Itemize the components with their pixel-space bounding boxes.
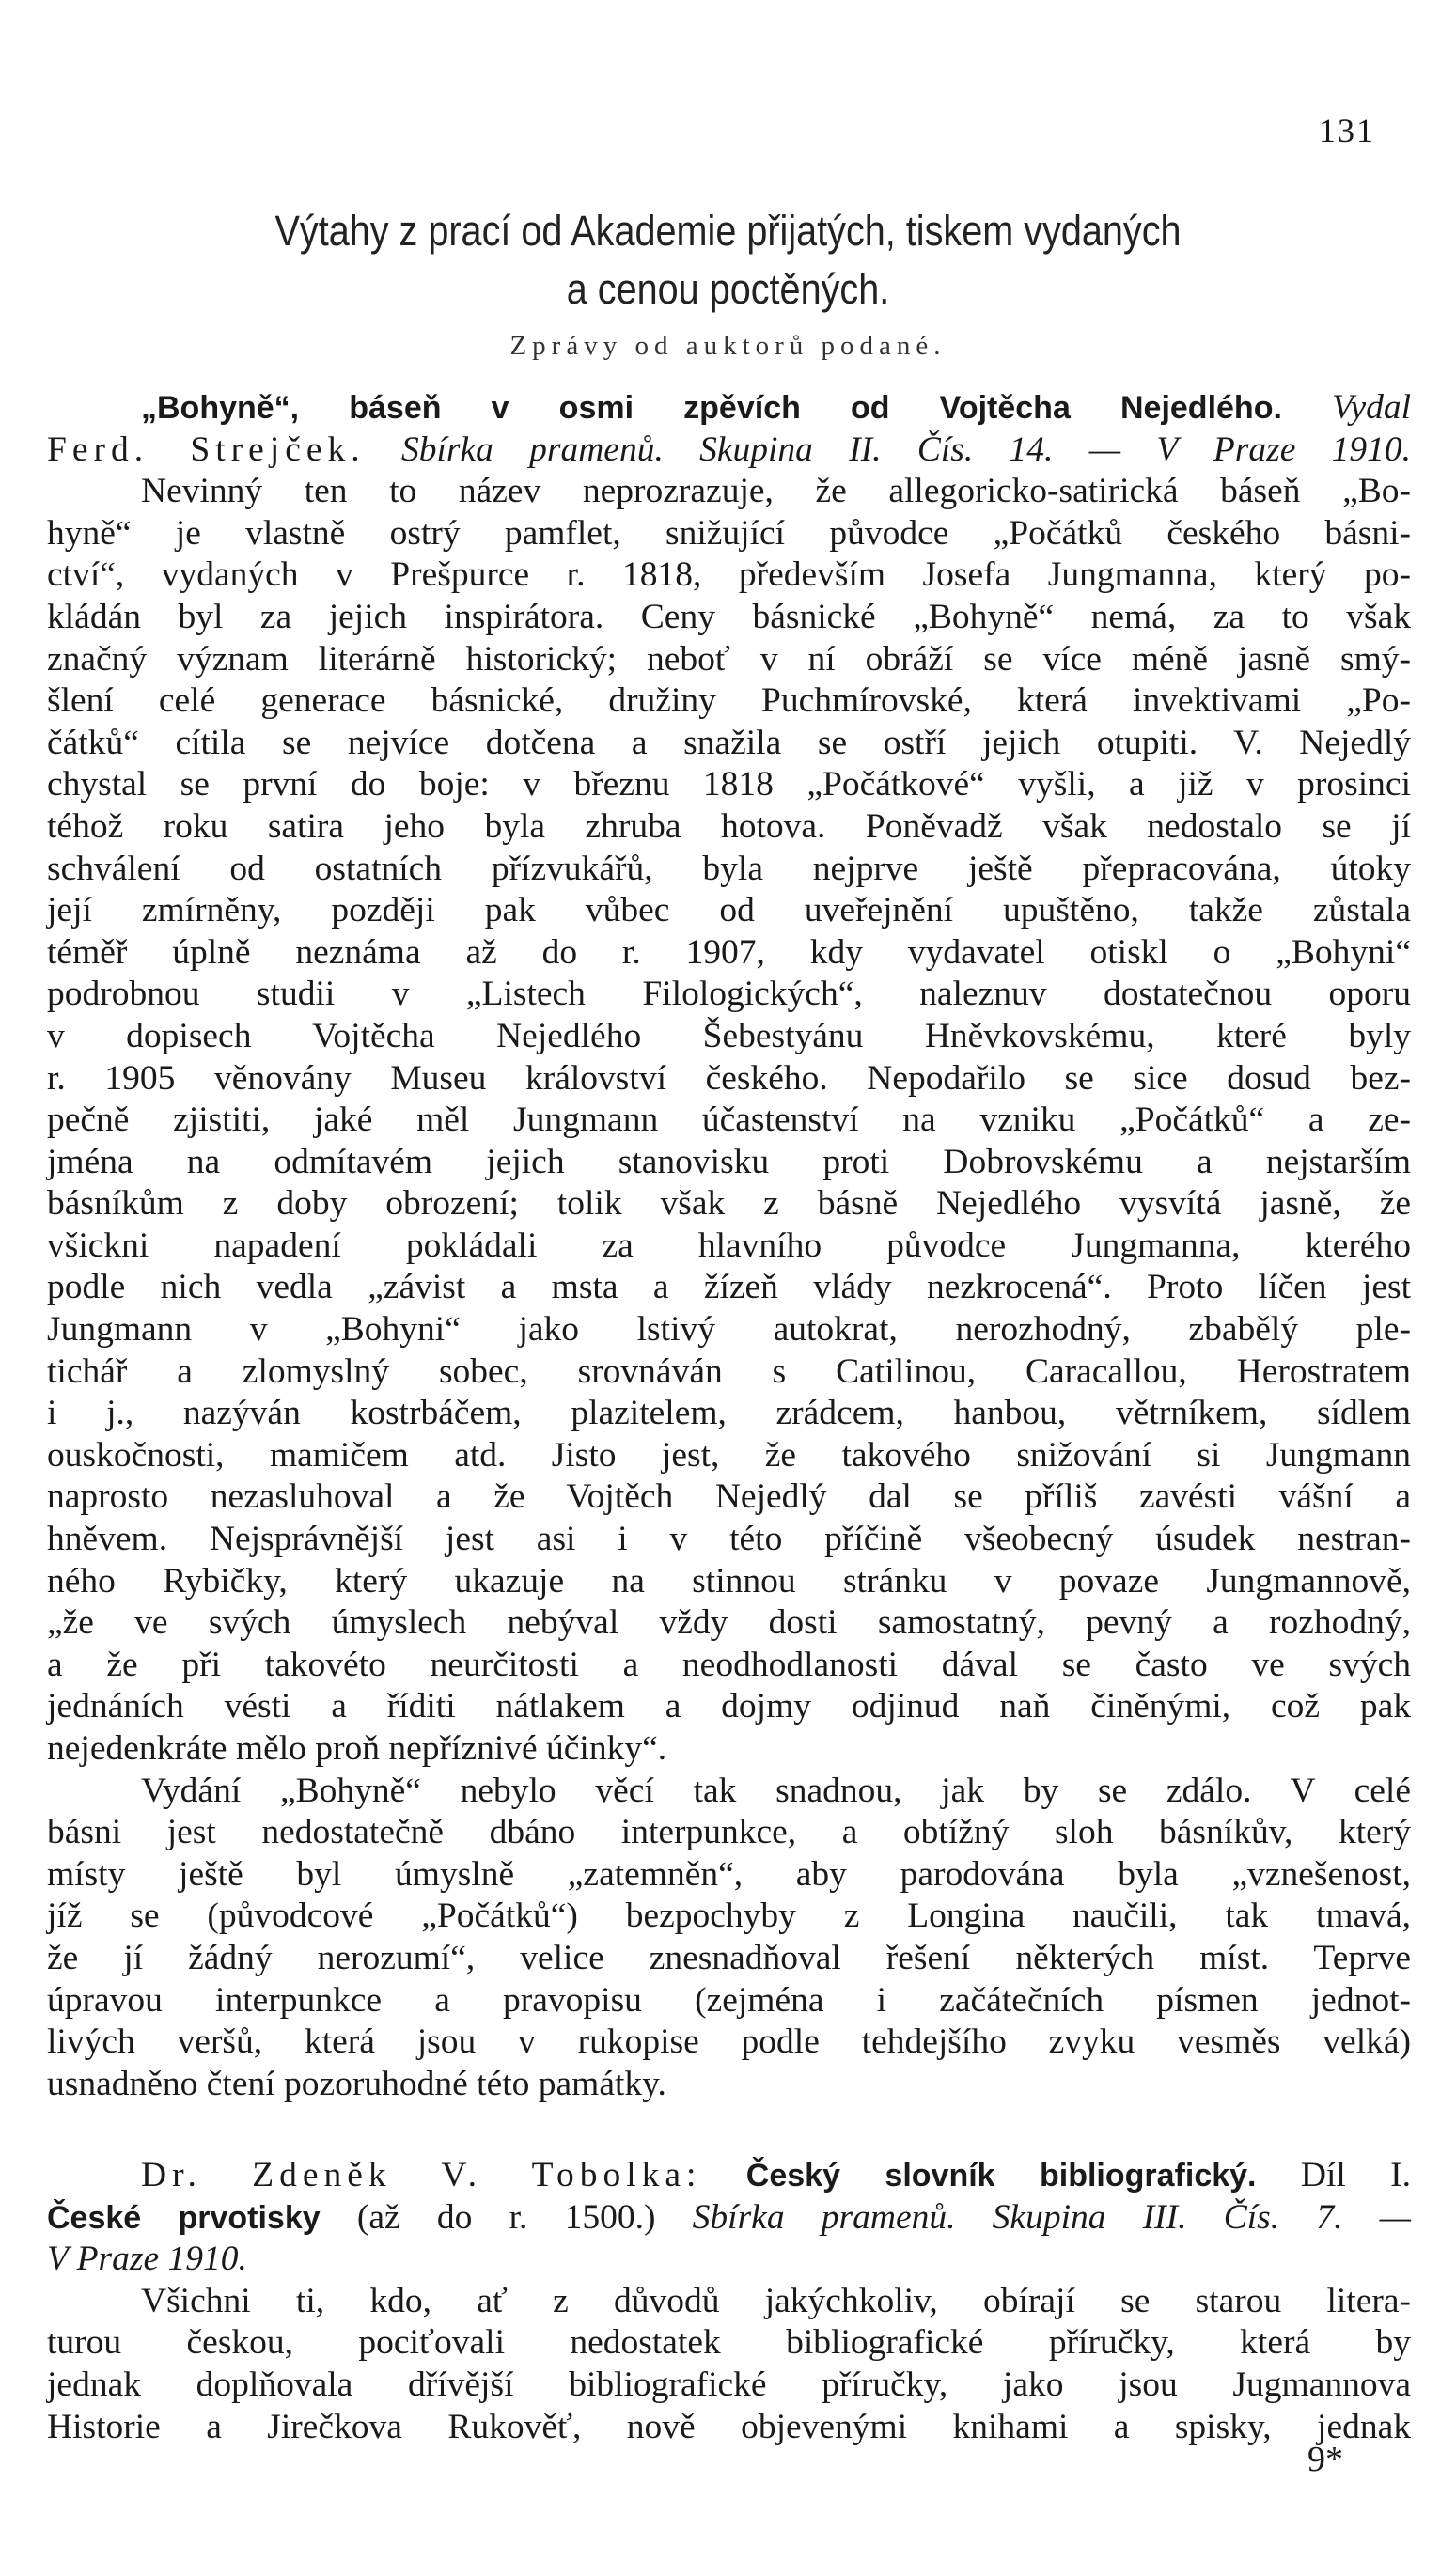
text-line: tichář a zlomyslný sobec, srovnáván s Catilinou, Caracallou, Herostratem: [47, 1351, 1411, 1391]
text-line: ctví“, vydaných v Prešpurce r. 1818, především Josefa Jungmanna, který po-: [47, 555, 1411, 595]
page-subtitle: Zprávy od auktorů podané.: [509, 331, 947, 361]
text-line: podrobnou studii v „Listech Filologických“, naleznuv dostatečnou oporu: [47, 975, 1411, 1014]
text-line: Historie a Jirečkova Rukověť, nově objevenými knihami a spisky, jednak: [47, 2407, 1411, 2446]
review2-author: Dr. Zdeněk V. Tobolka:: [141, 2156, 702, 2194]
text-line: téměř úplně neznáma až do r. 1907, kdy vydavatel otiskl o „Bohyni“: [47, 932, 1411, 972]
text-line: chystal se první do boje: v březnu 1818 „Počátkové“ vyšli, a již v prosinci: [47, 765, 1411, 804]
text-line: jména na odmítavém jejich stanovisku proti Dobrovskému a nejstarším: [47, 1142, 1411, 1181]
text-line: kládán byl za jejich inspirátora. Ceny básnické „Bohyně“ nemá, za to však: [47, 597, 1411, 636]
text-line: r. 1905 věnovány Museu království českého. Nepodařilo se sice dosud bez-: [47, 1058, 1411, 1098]
text-line: básni jest nedostatečně dbáno interpunkce, a obtížný sloh básníkův, který: [47, 1813, 1411, 1852]
review1-heading-line2: [47, 429, 1411, 472]
text-line: jíž se (původcové „Počátků“) bezpochyby z Longina naučili, tak tmavá,: [47, 1897, 1411, 1936]
text-line: hněvem. Nejsprávnější jest asi i v této příčině všeobecný úsudek nestran-: [47, 1520, 1411, 1559]
text-line: jednak doplňovala dřívější bibliografické příručky, jako jsou Jugmannova: [47, 2365, 1411, 2404]
text-line: že jí žádný nerozumí“, velice znesnadňoval řešení některých míst. Teprve: [47, 1938, 1411, 1977]
text-line: všickni napadení pokládali za hlavního původce Jungmanna, kterého: [47, 1226, 1411, 1265]
title-line-1: Výtahy z prací od Akademie přijatých, tiskem vydaných: [274, 207, 1182, 255]
text-line: místy ještě byl úmyslně „zatemněn“, aby parodována byla „vznešenost,: [47, 1854, 1411, 1894]
review1-series: Sbírka pramenů. Skupina II. Čís. 14. — V Praze 1910.: [400, 429, 1411, 469]
review1-editor: Ferd. Strejček.: [47, 429, 366, 469]
text-line: i j., nazýván kostrbáčem, plazitelem, zrádcem, hanbou, větrníkem, sídlem: [47, 1394, 1411, 1433]
text-line: podle nich vedla „závist a msta a žízeň vlády nezkrocená“. Proto líčen jest: [47, 1268, 1411, 1307]
text-line: hyně“ je vlastně ostrý pamflet, snižující původce „Počátků českého básni-: [47, 513, 1411, 553]
review2-heading: [47, 2155, 1411, 2197]
text-line: značný význam literárně historický; neboť v ní obráží se více méně jasně smý-: [47, 639, 1411, 679]
text-line: ného Rybičky, který ukazuje na stinnou stránku v povaze Jungmannově,: [47, 1561, 1411, 1600]
text-line: její zmírněny, později pak vůbec od uveřejnění upuštěno, takže zůstala: [47, 891, 1411, 930]
text-line: a že při takovéto neurčitosti a neodhodlanosti dával se často ve svých: [47, 1645, 1411, 1684]
review1-paragraph-2: [47, 1771, 1411, 2106]
text-line: čátků“ cítila se nejvíce dotčena a snažila se ostří jejich otupiti. V. Nejedlý: [47, 723, 1411, 762]
review2-paragraph-1: [47, 2281, 1411, 2448]
text-line: ouskočnosti, mamičem atd. Jisto jest, že takového snižování si Jungmann: [47, 1435, 1411, 1475]
review1-heading-publisher: Vydal: [1331, 388, 1412, 427]
text-line: Vydání „Bohyně“ nebylo věcí tak snadnou, jak by se zdálo. V celé: [141, 1771, 1411, 1810]
text-line: Všichni ti, kdo, ať z důvodů jakýchkoliv, obírají se starou litera-: [141, 2281, 1411, 2320]
text-line: livých veršů, která jsou v rukopise podle tehdejšího zvyku vesměs velká): [47, 2022, 1411, 2062]
review1-heading: [47, 387, 1411, 429]
review1-heading-bold: „Bohyně“, báseň v osmi zpěvích od Vojtěcha Nejedlého.: [141, 390, 1282, 426]
text-line: „že ve svých úmyslech nebýval vždy dosti samostatný, pevný a rozhodný,: [47, 1603, 1411, 1643]
text-line: úpravou interpunkce a pravopisu (zejména i začátečních písmen jednot-: [47, 1980, 1411, 2020]
text-line: básníkům z doby obrození; tolik však z básně Nejedlého vysvítá jasně, že: [47, 1184, 1411, 1224]
review2-part: Díl I.: [1300, 2156, 1411, 2194]
text-line: jednáních vésti a říditi nátlakem a dojmy odjinud naň činěnými, což pak: [47, 1687, 1411, 1726]
review-bohyne: [47, 387, 1411, 2105]
text-line: v dopisech Vojtěcha Nejedlého Šebestyánu Hněvkovskému, které byly: [47, 1016, 1411, 1055]
review2-heading-line2: [47, 2197, 1411, 2240]
text-line: nejedenkráte mělo proň nepříznivé účinky“.: [47, 1729, 667, 1768]
review2-series: Sbírka pramenů. Skupina III. Čís. 7. —: [692, 2197, 1412, 2237]
review1-paragraph-1: [47, 471, 1411, 1770]
review2-heading-line3: [47, 2239, 1411, 2281]
page-number: 131: [1319, 112, 1375, 149]
review2-subtitle: České prvotisky: [47, 2199, 321, 2236]
text-line: usnadněno čtení pozoruhodné této památky.: [47, 2064, 666, 2103]
text-line: Jungmann v „Bohyni“ jako lstivý autokrat, nerozhodný, zbabělý ple-: [47, 1310, 1411, 1350]
text-line: turou českou, pociťovali nedostatek bibliografické příručky, která by: [47, 2323, 1411, 2363]
review2-range: (až do r. 1500.): [356, 2197, 656, 2237]
text-line: Nevinný ten to název neprozrazuje, že allegoricko-satirická báseň „Bo-: [141, 472, 1411, 511]
page-title: [137, 202, 1320, 319]
signature-mark: 9*: [1307, 2440, 1343, 2479]
text-line: schválení od ostatních přízvukářů, byla nejprve ještě přepracována, útoky: [47, 849, 1411, 888]
title-line-2: a cenou poctěných.: [566, 265, 890, 313]
review-tobolka: [47, 2155, 1411, 2448]
review2-title: Český slovník bibliografický.: [745, 2158, 1257, 2194]
text-line: šlení celé generace básnické, družiny Puchmírovské, která invektivami „Po-: [47, 681, 1411, 721]
text-line: pečně zjistiti, jaké měl Jungmann účastenství na vzniku „Počátků“ a ze-: [47, 1101, 1411, 1140]
review2-place: V Praze 1910.: [47, 2240, 247, 2279]
text-line: téhož roku satira jeho byla zhruba hotova. Poněvadž však nedostalo se jí: [47, 806, 1411, 846]
text-line: naprosto nezasluhoval a že Vojtěch Nejedlý dal se příliš zavésti vášní a: [47, 1477, 1411, 1517]
